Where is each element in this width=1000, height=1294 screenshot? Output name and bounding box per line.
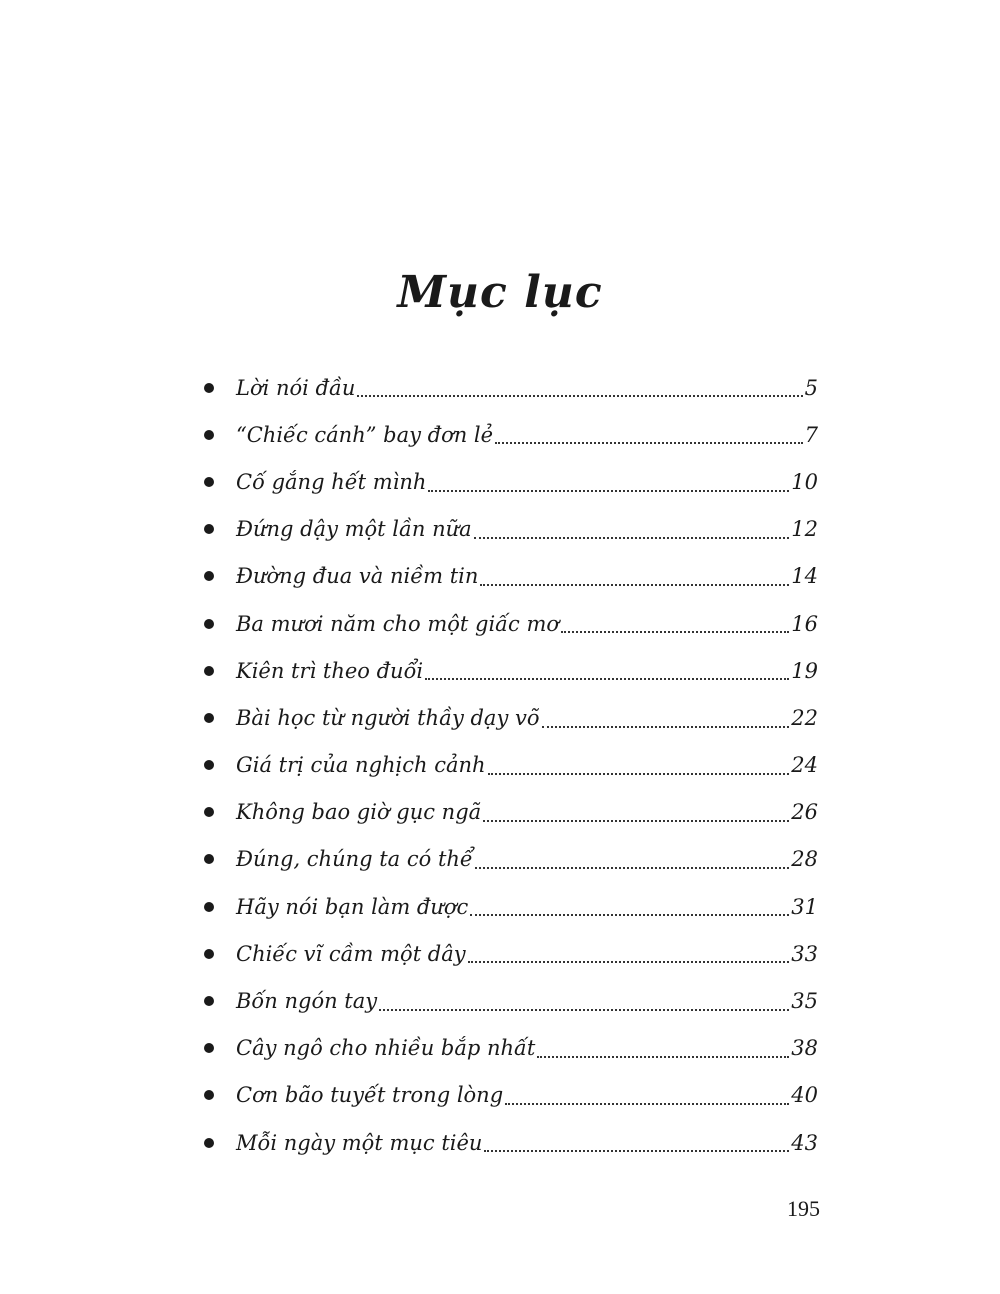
toc-entry-page: 5	[804, 375, 818, 400]
toc-entry[interactable]	[200, 647, 818, 694]
toc-entry[interactable]	[200, 1025, 818, 1072]
toc-entry-title: “Chiếc cánh” bay đơn lẻ	[236, 422, 494, 447]
dot-leader	[428, 490, 789, 492]
dot-leader	[484, 1150, 789, 1152]
bullet-icon	[204, 477, 214, 487]
dot-leader	[483, 820, 789, 822]
toc-entry[interactable]	[200, 458, 818, 505]
bullet-icon	[204, 854, 214, 864]
dot-leader	[488, 773, 790, 775]
toc-entry-title: Hãy nói bạn làm được	[236, 894, 469, 919]
bullet-icon	[204, 807, 214, 817]
toc-entry-page: 38	[791, 1036, 818, 1061]
dot-leader	[480, 584, 789, 586]
toc-entry-page: 14	[791, 564, 818, 589]
toc-entry[interactable]	[200, 977, 818, 1024]
toc-entry-page: 24	[791, 753, 818, 778]
page-number: 195	[787, 1196, 820, 1221]
bullet-icon	[204, 619, 214, 629]
toc-entry[interactable]	[200, 930, 818, 977]
dot-leader	[379, 1009, 789, 1011]
toc-entry-page: 22	[791, 705, 818, 730]
toc-entry[interactable]	[200, 411, 818, 458]
toc-entry-page: 33	[791, 941, 818, 966]
toc-entry[interactable]	[200, 836, 818, 883]
bullet-icon	[204, 760, 214, 770]
toc-entry-page: 31	[791, 894, 818, 919]
toc-entry-page: 43	[791, 1130, 818, 1155]
toc-entry[interactable]	[200, 506, 818, 553]
toc-entry-title: Bốn ngón tay	[236, 989, 378, 1014]
toc-entry-title: Đúng, chúng ta có thể	[236, 847, 473, 872]
toc-entry-title: Giá trị của nghịch cảnh	[236, 753, 486, 778]
bullet-icon	[204, 1090, 214, 1100]
toc-entry[interactable]	[200, 694, 818, 741]
toc-entry[interactable]	[200, 789, 818, 836]
toc-entry[interactable]	[200, 600, 818, 647]
toc-entry-page: 19	[791, 658, 818, 683]
dot-leader	[357, 395, 802, 397]
bullet-icon	[204, 666, 214, 676]
bullet-icon	[204, 949, 214, 959]
toc-entry-title: Đứng dậy một lần nữa	[236, 517, 472, 542]
bullet-icon	[204, 383, 214, 393]
bullet-icon	[204, 996, 214, 1006]
page-title: Mục lục	[397, 267, 603, 319]
bullet-icon	[204, 1138, 214, 1148]
toc-entry[interactable]	[200, 742, 818, 789]
dot-leader	[542, 726, 790, 728]
dot-leader	[474, 537, 790, 539]
toc-entry-page: 28	[791, 847, 818, 872]
dot-leader	[425, 678, 789, 680]
toc-entry-page: 26	[791, 800, 818, 825]
toc-entry-page: 7	[804, 422, 818, 447]
bullet-icon	[204, 902, 214, 912]
toc-entry-title: Ba mươi năm cho một giấc mơ	[236, 611, 560, 636]
bullet-icon	[204, 524, 214, 534]
dot-leader	[505, 1103, 789, 1105]
toc-entry-title: Kiên trì theo đuổi	[236, 658, 424, 683]
toc-entry-title: Đường đua và niềm tin	[236, 564, 479, 589]
toc-entry-title: Không bao giờ gục ngã	[236, 800, 482, 825]
toc-entry-title: Cố gắng hết mình	[236, 469, 427, 494]
toc-entry-title: Mỗi ngày một mục tiêu	[236, 1130, 483, 1155]
dot-leader	[468, 961, 790, 963]
toc-entry[interactable]	[200, 553, 818, 600]
dot-leader	[475, 867, 789, 869]
dot-leader	[495, 442, 803, 444]
toc-entry[interactable]	[200, 1072, 818, 1119]
dot-leader	[537, 1056, 789, 1058]
bullet-icon	[204, 713, 214, 723]
toc-entry-title: Lời nói đầu	[236, 375, 356, 400]
table-of-contents	[200, 364, 818, 1166]
toc-entry-page: 10	[791, 469, 818, 494]
bullet-icon	[204, 1043, 214, 1053]
toc-entry[interactable]	[200, 1119, 818, 1166]
dot-leader	[561, 631, 789, 633]
toc-entry-page: 12	[791, 517, 818, 542]
toc-entry-page: 40	[791, 1083, 818, 1108]
toc-entry-page: 35	[791, 989, 818, 1014]
dot-leader	[470, 914, 789, 916]
bullet-icon	[204, 571, 214, 581]
toc-entry-page: 16	[791, 611, 818, 636]
toc-entry-title: Cơn bão tuyết trong lòng	[236, 1083, 504, 1108]
toc-entry[interactable]	[200, 883, 818, 930]
toc-entry-title: Chiếc vĩ cầm một dây	[236, 941, 466, 966]
bullet-icon	[204, 430, 214, 440]
toc-entry[interactable]	[200, 364, 818, 411]
toc-entry-title: Cây ngô cho nhiều bắp nhất	[236, 1036, 536, 1061]
toc-entry-title: Bài học từ người thầy dạy võ	[236, 705, 540, 730]
